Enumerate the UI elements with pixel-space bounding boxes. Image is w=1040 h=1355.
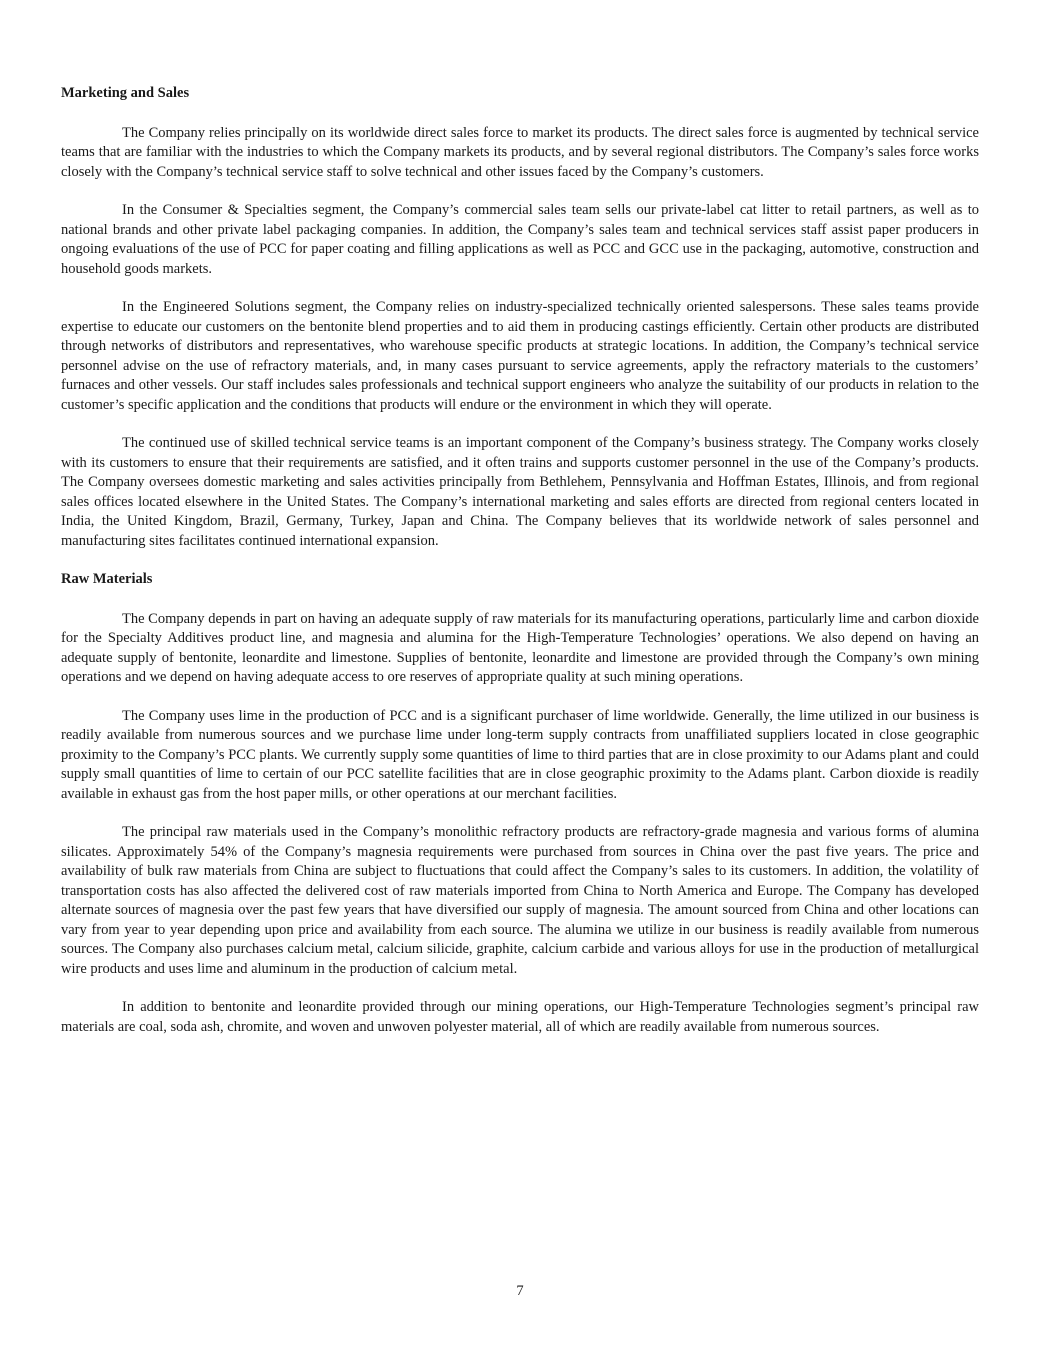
paragraph: In addition to bentonite and leonardite provided through our mining operations, our High-Temperature Technologies segment’s principal raw materials are coal, soda ash, chromite, and woven and unwoven polyester material, all of which are readily available from numerous sources.: [61, 999, 979, 1035]
section-marketing-and-sales: [61, 84, 979, 551]
page-number: 7: [516, 1283, 524, 1299]
paragraph: The Company uses lime in the production of PCC and is a significant purchaser of lime worldwide. Generally, the lime utilized in our business is readily available from numerous sources and we purchase lime under long-term supply contracts from unaffiliated suppliers located in close geographic proximity to the Company’s PCC plants. We currently supply some quantities of lime to third parties that are in close proximity to our Adams plant and could supply small quantities of lime to certain of our PCC satellite facilities that are in close geographic proximity to the Adams plant. Carbon dioxide is readily available in exhaust gas from the host paper mills, or other operations at our merchant facilities.: [61, 707, 979, 802]
section-raw-materials: [61, 570, 979, 1037]
paragraph: The Company relies principally on its worldwide direct sales force to market its products. The direct sales force is augmented by technical service teams that are familiar with the industries to which the Company markets its products, and by several regional distributors. The Company’s sales force works closely with the Company’s technical service staff to solve technical and other issues faced by the Company’s customers.: [61, 124, 979, 180]
paragraph: The principal raw materials used in the Company’s monolithic refractory products are refractory-grade magnesia and various forms of alumina silicates. Approximately 54% of the Company’s magnesia requirements were purchased from sources in China over the past five years. The price and availability of bulk raw materials from China are subject to fluctuations that could affect the Company’s sales to its customers. In addition, the volatility of transportation costs has also affected the delivered cost of raw materials imported from China to North America and Europe. The Company has developed alternate sources of magnesia over the past few years that have diversified our supply of magnesia. The amount sourced from China and other locations can vary from year to year depending upon price and availability from each source. The alumina we utilize in our business is readily available from numerous sources. The Company also purchases calcium metal, calcium silicide, graphite, calcium carbide and various alloys for use in the production of metallurgical wire products and uses lime and aluminum in the production of calcium metal.: [61, 824, 979, 977]
section-heading: Raw Materials: [61, 571, 153, 587]
paragraph: The continued use of skilled technical service teams is an important component of the Company’s business strategy. The Company works closely with its customers to ensure that their requirements are satisfied, and it often trains and supports customer personnel in the use of the Company’s products. The Company oversees domestic marketing and sales activities principally from Bethlehem, Pennsylvania and Hoffman Estates, Illinois, and from regional sales offices located elsewhere in the United States. The Company’s international marketing and sales efforts are directed from regional centers located in India, the United Kingdom, Brazil, Germany, Turkey, Japan and China. The Company believes that its worldwide network of sales personnel and manufacturing sites facilitates continued international expansion.: [61, 435, 979, 549]
paragraph: The Company depends in part on having an adequate supply of raw materials for its manufacturing operations, particularly lime and carbon dioxide for the Specialty Additives product line, and magnesia and alumina for the High-Temperature Technologies’ operations. We also depend on having an adequate supply of bentonite, leonardite and limestone. Supplies of bentonite, leonardite and limestone are provided through the Company’s own mining operations and we depend on having adequate access to ore reserves of appropriate quality at such mining operations.: [61, 610, 979, 685]
paragraph: In the Engineered Solutions segment, the Company relies on industry-specialized technically oriented salespersons. These sales teams provide expertise to educate our customers on the bentonite blend properties and to aid them in producing castings efficiently. Certain other products are distributed through networks of distributors and representatives, who warehouse specific products at strategic locations. In addition, the Company’s technical service personnel advise on the use of refractory materials, and, in many cases pursuant to service agreements, apply the refractory materials to the customers’ furnaces and other vessels. Our staff includes sales professionals and technical support engineers who analyze the suitability of our products in relation to the customer’s specific application and the conditions that products will endure or the environment in which they will operate.: [61, 299, 979, 413]
document-page: [61, 84, 979, 1056]
section-heading: Marketing and Sales: [61, 85, 190, 101]
paragraph: In the Consumer & Specialties segment, the Company’s commercial sales team sells our private-label cat litter to retail partners, as well as to national brands and other private label packaging companies. In addition, the Company’s sales team and technical services staff assist paper producers in ongoing evaluations of the use of PCC for paper coating and filling applications as well as PCC and GCC use in the packaging, automotive, construction and household goods markets.: [61, 202, 979, 277]
